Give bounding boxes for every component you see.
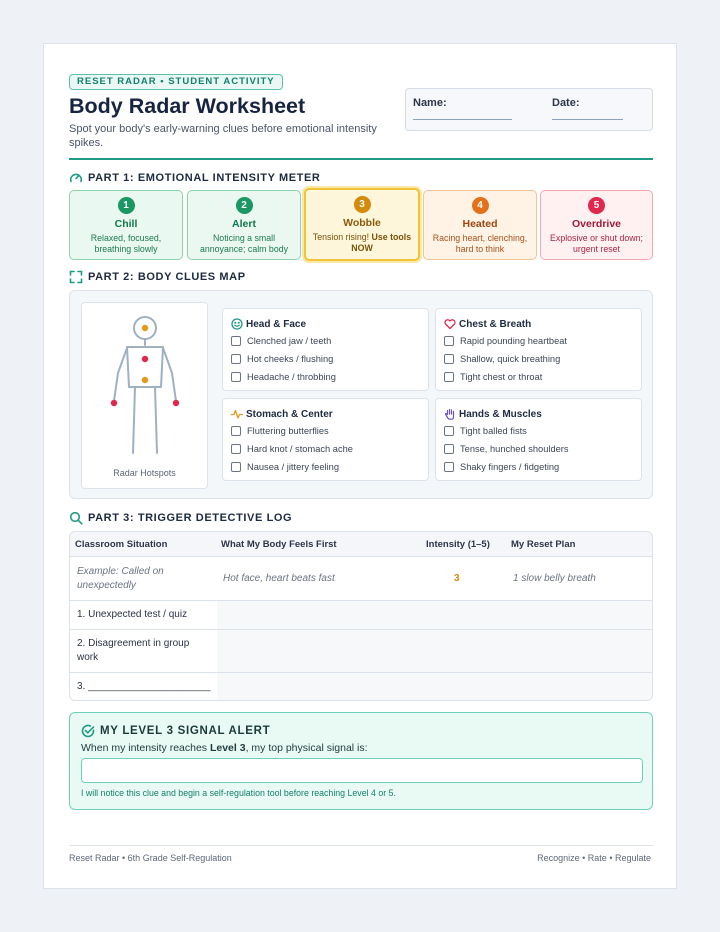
header-divider (69, 158, 653, 160)
level-desc-prefix: Tension rising! (312, 232, 370, 242)
column-header: Intensity (1–5) (426, 539, 490, 550)
clue-label: Hard knot / stomach ache (247, 444, 353, 454)
table-row-label[interactable]: 3. ______________________ (77, 681, 211, 692)
clue-label: Tense, hunched shoulders (460, 444, 569, 454)
scan-frame-icon (69, 270, 83, 284)
alert-prompt-prefix: When my intensity reaches (81, 742, 210, 754)
level-label: Chill (114, 218, 138, 230)
clue-group-title: Chest & Breath (459, 318, 532, 330)
clue-label: Headache / throbbing (247, 372, 336, 382)
alert-prompt (81, 742, 368, 754)
clue-group-hands-muscles (435, 398, 642, 481)
level-number: 4 (472, 197, 489, 214)
part1-heading-text: PART 1: EMOTIONAL INTENSITY METER (88, 172, 321, 184)
clue-group-chest-breath (435, 308, 642, 391)
level-desc (310, 232, 414, 254)
level-desc: Explosive or shut down; urgent reset (550, 233, 643, 254)
example-plan: 1 slow belly breath (513, 573, 596, 584)
smile-icon (231, 318, 243, 330)
input-cell-area[interactable] (217, 630, 653, 673)
clue-checkbox-row[interactable] (444, 444, 569, 454)
clue-group-stomach-center (222, 398, 429, 481)
clue-label: Tight chest or throat (460, 372, 543, 382)
clue-group-title: Head & Face (246, 318, 307, 330)
clue-label: Tight balled fists (460, 426, 527, 436)
checkbox[interactable] (231, 426, 241, 436)
trigger-log-table (69, 531, 653, 701)
row-divider (70, 600, 652, 601)
checkbox[interactable] (444, 444, 454, 454)
alert-title-text: MY LEVEL 3 SIGNAL ALERT (100, 725, 271, 737)
level-number: 2 (236, 197, 253, 214)
meter-level-4 (423, 190, 537, 260)
clue-label: Clenched jaw / teeth (247, 336, 332, 346)
part2-heading-text: PART 2: BODY CLUES MAP (88, 271, 246, 283)
date-field[interactable] (552, 119, 623, 120)
row-divider (70, 672, 652, 673)
input-cell-area[interactable] (217, 601, 653, 630)
level-desc: Noticing a small annoyance; calm body (199, 233, 289, 254)
clue-checkbox-row[interactable] (444, 462, 559, 472)
signal-input[interactable] (81, 758, 643, 783)
heart-icon (444, 318, 456, 330)
hotspots-label: Radar Hotspots (113, 468, 176, 478)
page-subtitle: Spot your body's early-warning clues before emotional intensity spikes. (69, 123, 377, 149)
clue-checkbox-row[interactable] (231, 372, 336, 382)
check-circle-icon (81, 724, 95, 738)
pulse-icon (231, 408, 243, 420)
column-header: Classroom Situation (75, 539, 168, 550)
level-label: Heated (462, 218, 498, 230)
clue-group-title: Hands & Muscles (459, 408, 542, 420)
gauge-icon (69, 171, 83, 185)
checkbox[interactable] (444, 336, 454, 346)
clue-checkbox-row[interactable] (231, 336, 331, 346)
name-date-box (405, 88, 653, 131)
clue-label: Hot cheeks / flushing (247, 354, 334, 364)
page-title: Body Radar Worksheet (69, 94, 306, 118)
footer-left: Reset Radar • 6th Grade Self-Regulation (69, 853, 232, 863)
part3-heading-text: PART 3: TRIGGER DETECTIVE LOG (88, 512, 293, 524)
meter-level-1 (69, 190, 183, 260)
column-header: My Reset Plan (511, 539, 576, 550)
clue-checkbox-row[interactable] (444, 336, 567, 346)
clue-group-head-face (222, 308, 429, 391)
clue-group-title: Stomach & Center (246, 408, 333, 420)
clue-checkbox-row[interactable] (231, 462, 339, 472)
meter-level-5 (540, 190, 653, 260)
clue-checkbox-row[interactable] (231, 354, 333, 364)
checkbox[interactable] (444, 462, 454, 472)
eyebrow-tag: RESET RADAR • STUDENT ACTIVITY (69, 74, 283, 90)
body-clues-map (69, 290, 653, 499)
column-header: What My Body Feels First (221, 539, 337, 550)
meter-level-3 (304, 188, 420, 261)
checkbox[interactable] (231, 372, 241, 382)
worksheet-page (43, 43, 677, 889)
example-intensity: 3 (454, 573, 460, 584)
example-body: Hot face, heart beats fast (223, 573, 335, 584)
level-label: Alert (232, 218, 256, 230)
part1-heading (69, 170, 320, 186)
level-label: Wobble (343, 217, 381, 229)
checkbox[interactable] (231, 354, 241, 364)
clue-label: Rapid pounding heartbeat (460, 336, 568, 346)
table-row-label: 1. Unexpected test / quiz (77, 609, 188, 620)
clue-label: Shaky fingers / fidgeting (460, 462, 560, 472)
magnifier-icon (69, 511, 83, 525)
checkbox[interactable] (231, 336, 241, 346)
alert-note: I will notice this clue and begin a self-regulation tool before reaching Level 4 or 5. (81, 788, 396, 798)
name-field[interactable] (413, 119, 512, 120)
level-desc-strong: Use tools NOW (351, 232, 412, 253)
name-label: Name: (413, 97, 447, 109)
level-number: 3 (354, 196, 371, 213)
level-desc: Racing heart, clenching, hard to think (432, 233, 528, 254)
footer-right: Recognize • Rate • Regulate (537, 853, 651, 863)
footer-divider (69, 845, 653, 846)
clue-checkbox-row[interactable] (231, 426, 329, 436)
alert-title (81, 724, 270, 738)
table-header (70, 532, 652, 557)
checkbox[interactable] (231, 444, 241, 454)
date-label: Date: (552, 97, 580, 109)
part3-heading (69, 510, 292, 526)
alert-prompt-strong: Level 3 (209, 742, 246, 754)
part2-heading (69, 269, 246, 285)
level3-signal-alert (69, 712, 653, 810)
table-row-label: 2. Disagreement in group work (77, 638, 190, 663)
clue-checkbox-row[interactable] (444, 426, 527, 436)
body-figure-illustration (82, 303, 209, 463)
level-label: Overdrive (571, 218, 622, 230)
checkbox[interactable] (444, 354, 454, 364)
clue-checkbox-row[interactable] (444, 372, 542, 382)
clue-checkbox-row[interactable] (231, 444, 353, 454)
hotspot-figure-card (81, 302, 208, 489)
clue-checkbox-row[interactable] (444, 354, 560, 364)
meter-level-2 (187, 190, 301, 260)
example-situation: Example: Called on unexpectedly (77, 566, 164, 591)
level-number: 5 (588, 197, 605, 214)
checkbox[interactable] (444, 372, 454, 382)
clue-label: Fluttering butterflies (247, 426, 329, 436)
level-desc: Relaxed, focused, breathing slowly (90, 233, 162, 254)
clue-label: Nausea / jittery feeling (247, 462, 339, 472)
alert-prompt-suffix: , my top physical signal is: (245, 742, 368, 754)
hand-icon (444, 408, 456, 420)
row-divider (70, 629, 652, 630)
input-cell-area[interactable] (217, 673, 653, 701)
checkbox[interactable] (231, 462, 241, 472)
checkbox[interactable] (444, 426, 454, 436)
level-number: 1 (118, 197, 135, 214)
clue-label: Shallow, quick breathing (460, 354, 561, 364)
